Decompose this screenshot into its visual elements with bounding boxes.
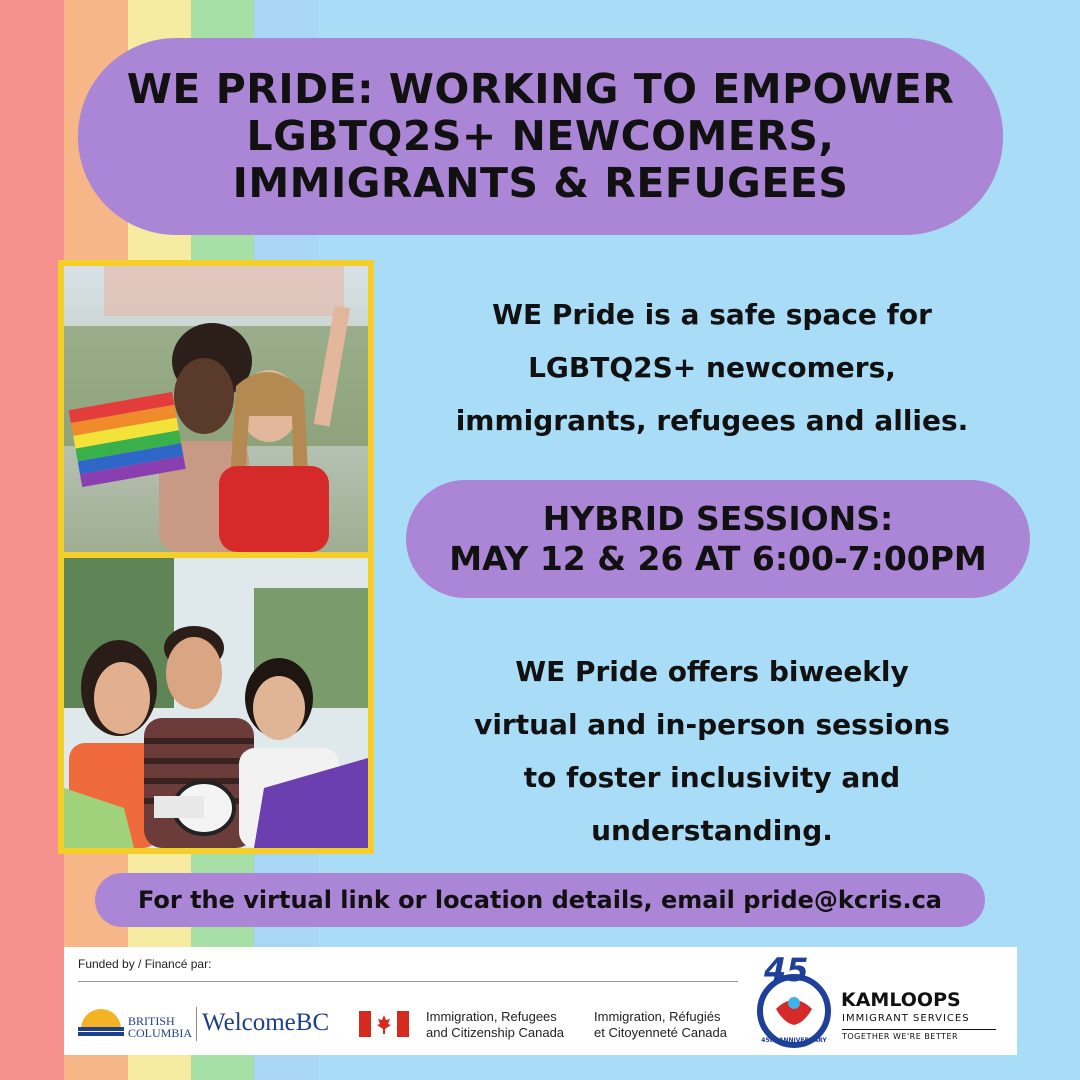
intro-line-1: WE Pride is a safe space for bbox=[492, 298, 932, 331]
title-line-2: LGBTQ2S+ NEWCOMERS, bbox=[246, 112, 835, 160]
ircc-en-line-2: and Citizenship Canada bbox=[426, 1025, 565, 1040]
photo-two-women-pride-flag bbox=[64, 266, 368, 552]
kamloops-anniversary-logo bbox=[754, 951, 834, 1051]
sessions-line-1: HYBRID SESSIONS: bbox=[542, 499, 894, 538]
contact-text: For the virtual link or location details, email pride@kcris.ca bbox=[137, 886, 943, 914]
bc-logo-line-1: BRITISH bbox=[128, 1014, 175, 1028]
details-line-2: virtual and in-person sessions bbox=[474, 708, 950, 741]
ircc-english bbox=[426, 1009, 564, 1041]
anniversary-ring: 45th ANNIVERSARY bbox=[761, 1037, 827, 1044]
photo-frame bbox=[58, 260, 374, 854]
sessions-banner bbox=[406, 480, 1030, 598]
bc-sun-icon bbox=[78, 1009, 124, 1037]
kamloops-name: KAMLOOPS bbox=[841, 989, 961, 1011]
canada-flag-icon bbox=[359, 1011, 409, 1037]
title-line-1: WE PRIDE: WORKING TO EMPOWER bbox=[126, 65, 955, 113]
sessions-line-2: MAY 12 & 26 AT 6:00-7:00PM bbox=[449, 539, 987, 578]
intro-paragraph bbox=[412, 288, 1012, 447]
bc-logo-line-2: COLUMBIA bbox=[128, 1026, 193, 1040]
footer-divider bbox=[78, 981, 738, 982]
intro-line-3: immigrants, refugees and allies. bbox=[455, 404, 969, 437]
funded-by-label: Funded by / Financé par: bbox=[78, 957, 212, 971]
title-banner bbox=[78, 38, 1003, 235]
details-line-4: understanding. bbox=[591, 814, 833, 847]
bc-logo-text bbox=[128, 1015, 192, 1039]
details-line-1: WE Pride offers biweekly bbox=[515, 655, 909, 688]
contact-banner bbox=[95, 873, 985, 927]
stripe-red bbox=[0, 0, 64, 1080]
kamloops-subtitle: IMMIGRANT SERVICES bbox=[842, 1013, 970, 1024]
welcome-bc-logo: WelcomeBC bbox=[202, 1009, 330, 1036]
photo-three-friends-megaphone bbox=[64, 558, 368, 848]
funders-footer bbox=[64, 947, 1017, 1055]
ircc-french bbox=[594, 1009, 727, 1041]
anniversary-number: 45 bbox=[764, 951, 809, 989]
bc-separator bbox=[196, 1007, 197, 1041]
title-line-3: IMMIGRANTS & REFUGEES bbox=[232, 159, 849, 207]
details-line-3: to foster inclusivity and bbox=[523, 761, 901, 794]
intro-line-2: LGBTQ2S+ newcomers, bbox=[528, 351, 896, 384]
details-paragraph bbox=[412, 645, 1012, 857]
ircc-fr-line-1: Immigration, Réfugiés bbox=[594, 1009, 721, 1024]
ircc-en-line-1: Immigration, Refugees bbox=[426, 1009, 557, 1024]
ircc-fr-line-2: et Citoyenneté Canada bbox=[594, 1025, 727, 1040]
kamloops-tagline: TOGETHER WE'RE BETTER bbox=[842, 1029, 996, 1041]
